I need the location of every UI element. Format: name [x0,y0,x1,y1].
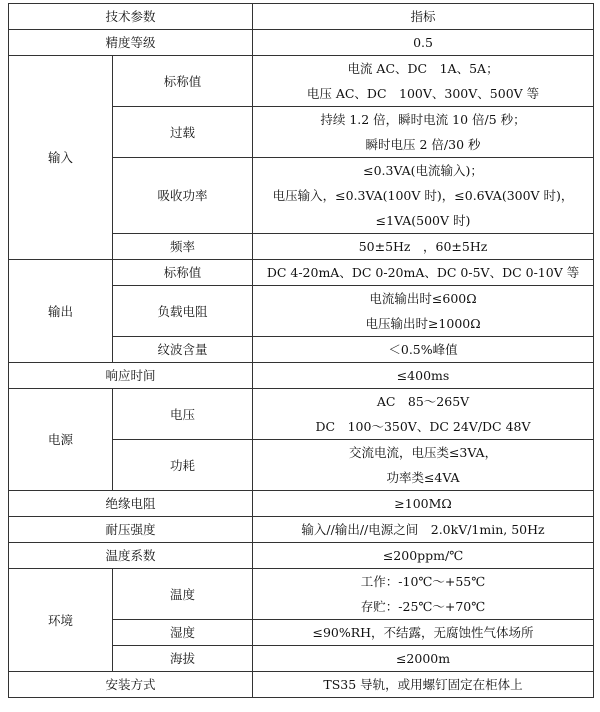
value-line: 电流输出时≤600Ω [369,291,477,306]
table-row [9,543,594,569]
row-value: ≤2000m [253,646,594,672]
row-value: TS35 导轨，或用螺钉固定在柜体上 [253,672,594,698]
table-row [9,56,594,107]
row-value: 输入//输出//电源之间 2.0kV/1min, 50Hz [253,517,594,543]
row-label: 标称值 [113,56,253,107]
value-line: 工作：-10℃～+55℃ [360,574,486,589]
group-label-power: 电源 [9,389,113,491]
row-label: 温度系数 [9,543,253,569]
table-row [9,260,594,286]
row-label: 频率 [113,234,253,260]
row-value: ≤90%RH，不结露，无腐蚀性气体场所 [253,620,594,646]
value-line: ≤0.3VA(电流输入)； [363,163,483,178]
value-line: DC 100～350V、DC 24V/DC 48V [315,419,531,434]
spec-table [8,3,594,698]
row-label: 湿度 [113,620,253,646]
group-label-output: 输出 [9,260,113,363]
row-value [253,158,594,234]
row-label: 电压 [113,389,253,440]
value-line: 电压输出时≥1000Ω [365,316,481,331]
row-label: 负载电阻 [113,286,253,337]
table-row [9,363,594,389]
row-label: 功耗 [113,440,253,491]
header-param: 技术参数 [9,4,253,30]
group-label-input: 输入 [9,56,113,260]
value-line: 交流电流，电压类≤3VA， [348,445,498,460]
row-value [253,286,594,337]
value-line: 功率类≤4VA [386,470,460,485]
row-value: 0.5 [253,30,594,56]
header-index: 指标 [253,4,594,30]
row-value [253,440,594,491]
row-label: 海拔 [113,646,253,672]
value-line: 电流 AC、DC 1A、5A； [347,61,499,76]
group-label-env: 环境 [9,569,113,672]
row-label: 响应时间 [9,363,253,389]
value-line: AC 85～265V [376,394,470,409]
value-line: 存贮：-25℃～+70℃ [360,599,486,614]
table-row [9,517,594,543]
table-row [9,30,594,56]
row-label: 吸收功率 [113,158,253,234]
row-label: 过载 [113,107,253,158]
table-row [9,389,594,440]
spec-table-wrapper [8,3,594,698]
row-label: 纹波含量 [113,337,253,363]
table-row [9,491,594,517]
value-line: ≤1VA(500V 时) [375,213,471,228]
table-header-row [9,4,594,30]
value-line: 瞬时电压 2 倍/30 秒 [365,137,481,152]
row-value: ≥100MΩ [253,491,594,517]
row-value: ≤200ppm/℃ [253,543,594,569]
row-value: DC 4-20mA、DC 0-20mA、DC 0-5V、DC 0-10V 等 [253,260,594,286]
row-label: 安装方式 [9,672,253,698]
row-value: ≤400ms [253,363,594,389]
row-value: ＜0.5%峰值 [253,337,594,363]
row-value [253,107,594,158]
row-value: 50±5Hz ，60±5Hz [253,234,594,260]
row-label: 绝缘电阻 [9,491,253,517]
table-row [9,569,594,620]
row-label: 精度等级 [9,30,253,56]
row-label: 温度 [113,569,253,620]
value-line: 持续 1.2 倍，瞬时电流 10 倍/5 秒； [320,112,526,127]
value-line: 电压输入，≤0.3VA(100V 时)，≤0.6VA(300V 时)， [272,188,574,203]
row-value [253,56,594,107]
row-label: 标称值 [113,260,253,286]
table-row [9,672,594,698]
row-value [253,569,594,620]
row-value [253,389,594,440]
value-line: 电压 AC、DC 100V、300V、500V 等 [306,86,540,101]
row-label: 耐压强度 [9,517,253,543]
